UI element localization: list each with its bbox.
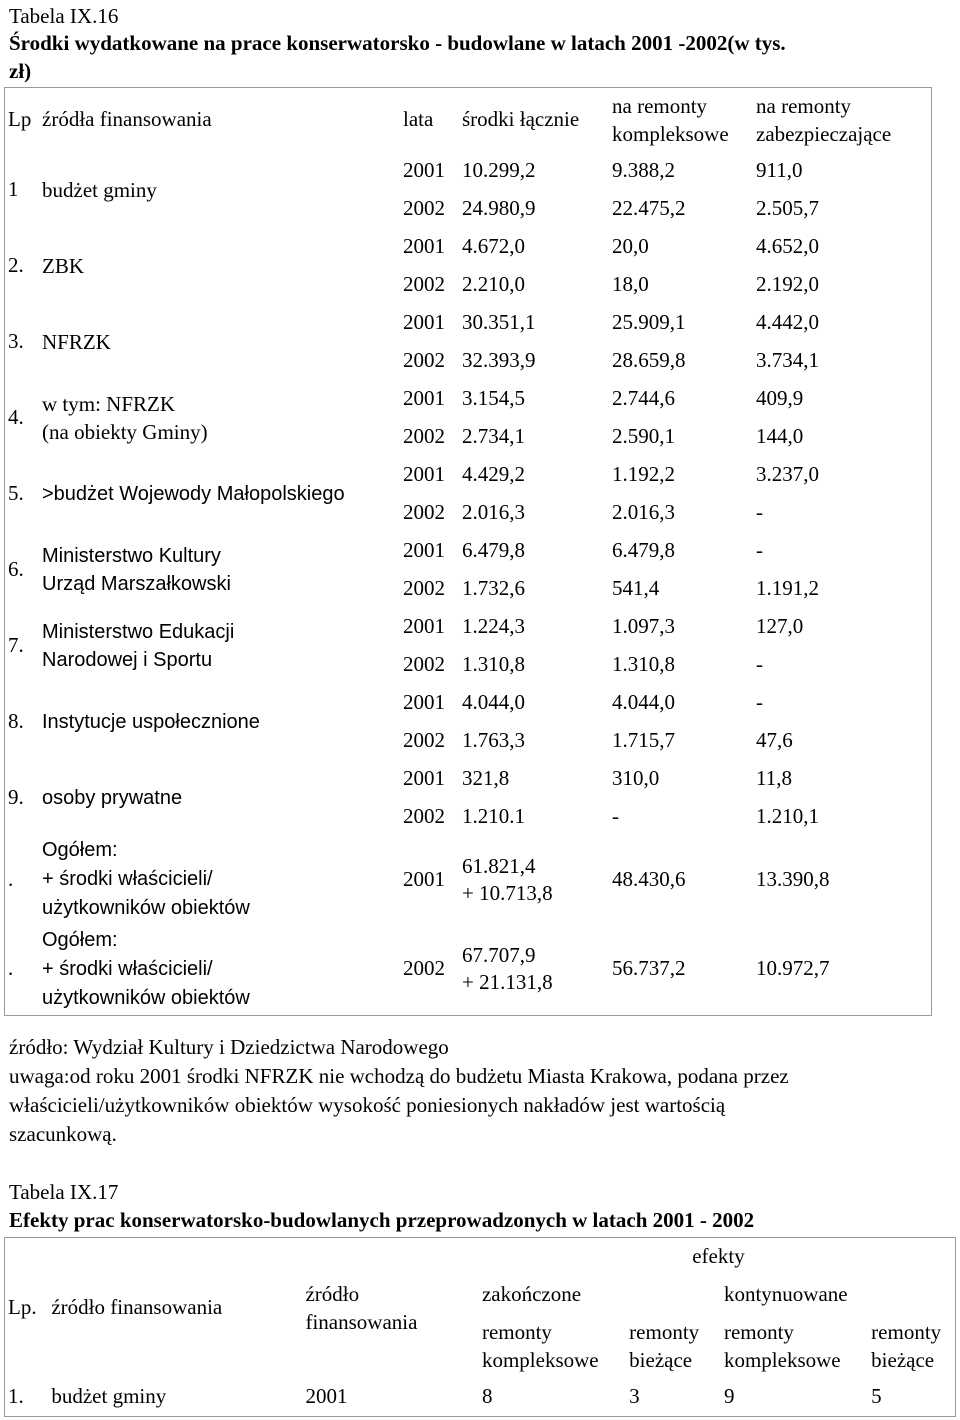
row-source-line1: budżet gminy [42, 178, 157, 202]
total-year: 2001 [403, 866, 445, 891]
row-year: 2001 [403, 462, 445, 487]
row-complex: 20,0 [612, 234, 649, 259]
table-16 [4, 87, 932, 1016]
total-year: 2002 [403, 956, 445, 981]
row-year: 2001 [403, 158, 445, 183]
t17-cell-finished-complex: 8 [481, 1384, 493, 1409]
t17-header-source2 [302, 1238, 478, 1378]
remark-line3: szacunkową. [9, 1122, 117, 1146]
row-source-line2: Urząd Marszałkowski [42, 573, 231, 595]
total-complex: 56.737,2 [612, 956, 686, 981]
row-complex: 4.044,0 [612, 690, 675, 715]
source-note: źródło: Wydział Kultury i Dziedzictwa Narodowego [9, 1035, 449, 1059]
table-row [5, 228, 931, 266]
table-16-title-line1: Środki wydatkowane na prace konserwatorsko - budowlane w latach 2001 -2002(w tys. [9, 31, 786, 55]
row-year: 2001 [403, 386, 445, 411]
header-complex-line1: na remonty [612, 94, 708, 118]
remark-line2: właścicieli/użytkowników obiektów wysokość poniesionych nakładów jest wartością [9, 1093, 726, 1117]
row-total: 4.044,0 [462, 690, 525, 715]
t17-header-source2-line1: źródło [305, 1282, 360, 1306]
row-lp: 2. [8, 253, 24, 278]
row-source-line1: NFRZK [42, 330, 111, 354]
row-total: 2.016,3 [462, 500, 525, 525]
row-complex: 9.388,2 [612, 158, 675, 183]
row-protect: - [756, 500, 763, 525]
t17-h-c3-line1: remonty [723, 1320, 794, 1344]
t17-h-c4-line2: bieżące [871, 1348, 935, 1372]
row-lp: 3. [8, 329, 24, 354]
t17-cell-ongoing-complex: 9 [723, 1384, 735, 1409]
table-17 [4, 1237, 956, 1417]
row-protect: 1.210,1 [756, 804, 819, 829]
table-16-header-row [5, 88, 931, 152]
row-complex: 1.097,3 [612, 614, 675, 639]
row-complex: 541,4 [612, 576, 660, 601]
t17-cell-finished-current: 3 [629, 1384, 640, 1409]
total-complex: 48.430,6 [612, 866, 686, 891]
total-sum [459, 836, 609, 923]
row-lp: 8. [8, 709, 24, 734]
row-protect: 11,8 [756, 766, 792, 791]
table-16-caption: Tabela IX.16 [9, 4, 119, 28]
row-total: 30.351,1 [462, 310, 536, 335]
row-lp: 9. [8, 785, 24, 810]
t17-cell-lp: 1. [8, 1384, 24, 1409]
row-protect: 3.237,0 [756, 462, 819, 487]
t17-h-c1-line2: kompleksowe [481, 1348, 599, 1372]
row-total: 4.429,2 [462, 462, 525, 487]
row-total: 2.210,0 [462, 272, 525, 297]
row-source [39, 304, 400, 380]
table-row [5, 1378, 955, 1416]
row-lp: 4. [8, 405, 24, 430]
header-total: środki łącznie [462, 107, 580, 132]
total-source [39, 923, 400, 1015]
table-row [5, 304, 931, 342]
table-row [5, 760, 931, 798]
row-source [39, 152, 400, 228]
t17-h-c3-line2: kompleksowe [723, 1348, 841, 1372]
t17-header-ongoing-complex [721, 1314, 868, 1378]
total-source-line1: Ogółem: [42, 928, 118, 951]
t17-header-lp: Lp. [8, 1295, 37, 1320]
t17-header-effects: efekty [692, 1244, 745, 1269]
row-total: 1.763,3 [462, 728, 525, 753]
t17-header-ongoing: kontynuowane [723, 1282, 848, 1307]
row-lp: 7. [8, 633, 24, 658]
row-year: 2001 [403, 234, 445, 259]
row-protect: 3.734,1 [756, 348, 819, 373]
header-protect [753, 88, 931, 152]
t17-h-c2-line2: bieżące [629, 1348, 693, 1372]
row-total: 1.210.1 [462, 804, 525, 829]
table-row [5, 608, 931, 646]
header-complex-line2: kompleksowe [612, 122, 729, 146]
total-sum-line2: + 21.131,8 [462, 970, 553, 994]
row-protect: 2.192,0 [756, 272, 819, 297]
row-protect: 144,0 [756, 424, 804, 449]
row-protect: 1.191,2 [756, 576, 819, 601]
table-16-title-line2: zł) [9, 59, 32, 83]
t17-header-finished-current [626, 1314, 721, 1378]
header-complex [609, 88, 753, 152]
row-source-line1: Ministerstwo Edukacji [42, 621, 235, 643]
row-total: 1.732,6 [462, 576, 525, 601]
row-complex: 6.479,8 [612, 538, 675, 563]
row-total: 4.672,0 [462, 234, 525, 259]
t17-header-ongoing-current [868, 1314, 955, 1378]
row-protect: 2.505,7 [756, 196, 819, 221]
row-source-line2: Narodowej i Sportu [42, 649, 213, 671]
table-row-total [5, 836, 931, 923]
row-year: 2001 [403, 690, 445, 715]
row-year: 2002 [403, 728, 445, 753]
table-17-header-row-1 [5, 1238, 955, 1276]
t17-header-source2-line2: finansowania [305, 1310, 418, 1334]
t17-header-source: źródło finansowania [51, 1295, 223, 1320]
table-row-total [5, 923, 931, 1015]
row-protect: 4.442,0 [756, 310, 819, 335]
row-complex: 28.659,8 [612, 348, 686, 373]
table-row [5, 684, 931, 722]
t17-header-finished: zakończone [481, 1282, 582, 1307]
t17-h-c1-line1: remonty [481, 1320, 552, 1344]
total-lp: . [8, 956, 14, 981]
row-complex: 2.590,1 [612, 424, 675, 449]
table-row [5, 532, 931, 570]
t17-h-c2-line1: remonty [629, 1320, 700, 1344]
row-total: 24.980,9 [462, 196, 536, 221]
total-source-line1: Ogółem: [42, 839, 118, 861]
row-complex: 2.744,6 [612, 386, 675, 411]
row-total: 321,8 [462, 766, 510, 791]
row-year: 2001 [403, 310, 445, 335]
total-sum-line1: 67.707,9 [462, 943, 536, 967]
t17-cell-source: budżet gminy [51, 1384, 167, 1409]
row-source [39, 456, 400, 532]
row-total: 2.734,1 [462, 424, 525, 449]
row-protect: 4.652,0 [756, 234, 819, 259]
row-total: 32.393,9 [462, 348, 536, 373]
header-protect-line2: zabezpieczające [756, 122, 892, 146]
row-complex: 22.475,2 [612, 196, 686, 221]
total-sum [459, 923, 609, 1015]
row-complex: 310,0 [612, 766, 660, 791]
total-source-line3: użytkowników obiektów [42, 986, 250, 1009]
row-complex: - [612, 804, 619, 829]
total-sum-line1: 61.821,4 [462, 853, 536, 878]
row-source-line1: >budżet Wojewody Małopolskiego [42, 483, 345, 505]
row-complex: 1.192,2 [612, 462, 675, 487]
row-source [39, 532, 400, 608]
total-protect: 13.390,8 [756, 866, 830, 891]
row-source-line1: osoby prywatne [42, 787, 183, 809]
row-complex: 1.310,8 [612, 652, 675, 677]
remark-line1: uwaga:od roku 2001 środki NFRZK nie wchodzą do budżetu Miasta Krakowa, podana przez [9, 1064, 789, 1088]
header-protect-line1: na remonty [756, 94, 852, 118]
header-lp: Lp [8, 107, 32, 132]
row-source [39, 380, 400, 456]
row-year: 2001 [403, 614, 445, 639]
t17-cell-year: 2001 [305, 1384, 348, 1409]
header-source: źródła finansowania [42, 107, 212, 132]
row-year: 2001 [403, 766, 445, 791]
row-year: 2001 [403, 538, 445, 563]
row-source [39, 760, 400, 836]
row-total: 10.299,2 [462, 158, 536, 183]
total-source-line2: + środki właścicieli/ [42, 957, 213, 980]
row-protect: - [756, 690, 763, 715]
row-year: 2002 [403, 272, 445, 297]
row-complex: 1.715,7 [612, 728, 675, 753]
total-source-line2: + środki właścicieli/ [42, 868, 213, 890]
row-protect: 911,0 [756, 158, 803, 183]
row-source-line1: Instytucje uspołecznione [42, 711, 260, 733]
row-complex: 25.909,1 [612, 310, 686, 335]
table-17-title: Efekty prac konserwatorsko-budowlanych przeprowadzonych w latach 2001 - 2002 [9, 1208, 755, 1232]
row-protect: 47,6 [756, 728, 793, 753]
row-total: 6.479,8 [462, 538, 525, 563]
row-total: 3.154,5 [462, 386, 525, 411]
row-protect: - [756, 538, 763, 563]
t17-cell-ongoing-current: 5 [871, 1384, 882, 1409]
row-year: 2002 [403, 804, 445, 829]
t17-header-finished-complex [479, 1314, 626, 1378]
table-row [5, 380, 931, 418]
row-year: 2002 [403, 500, 445, 525]
total-source-line3: użytkowników obiektów [42, 897, 250, 919]
row-source [39, 684, 400, 760]
total-protect: 10.972,7 [756, 956, 830, 981]
row-lp: 1 [8, 177, 19, 202]
table-row [5, 152, 931, 190]
row-protect: 127,0 [756, 614, 804, 639]
row-protect: 409,9 [756, 386, 804, 411]
row-complex: 2.016,3 [612, 500, 675, 525]
row-lp: 6. [8, 557, 24, 582]
row-total: 1.224,3 [462, 614, 525, 639]
table-17-caption: Tabela IX.17 [9, 1180, 119, 1204]
row-year: 2002 [403, 348, 445, 373]
row-source-line1: ZBK [42, 254, 84, 278]
row-source-line1: w tym: NFRZK [42, 392, 176, 416]
row-source-line2: (na obiekty Gminy) [42, 420, 208, 444]
row-lp: 5. [8, 481, 24, 506]
row-total: 1.310,8 [462, 652, 525, 677]
row-source-line1: Ministerstwo Kultury [42, 545, 221, 567]
row-year: 2002 [403, 196, 445, 221]
header-year: lata [403, 107, 434, 132]
total-source [39, 836, 400, 923]
row-complex: 18,0 [612, 272, 649, 297]
row-year: 2002 [403, 576, 445, 601]
row-source [39, 608, 400, 684]
t17-h-c4-line1: remonty [871, 1320, 942, 1344]
row-year: 2002 [403, 652, 445, 677]
row-source [39, 228, 400, 304]
table-row [5, 456, 931, 494]
row-year: 2002 [403, 424, 445, 449]
total-lp: . [8, 866, 14, 891]
row-protect: - [756, 652, 763, 677]
total-sum-line2: + 10.713,8 [462, 880, 553, 905]
